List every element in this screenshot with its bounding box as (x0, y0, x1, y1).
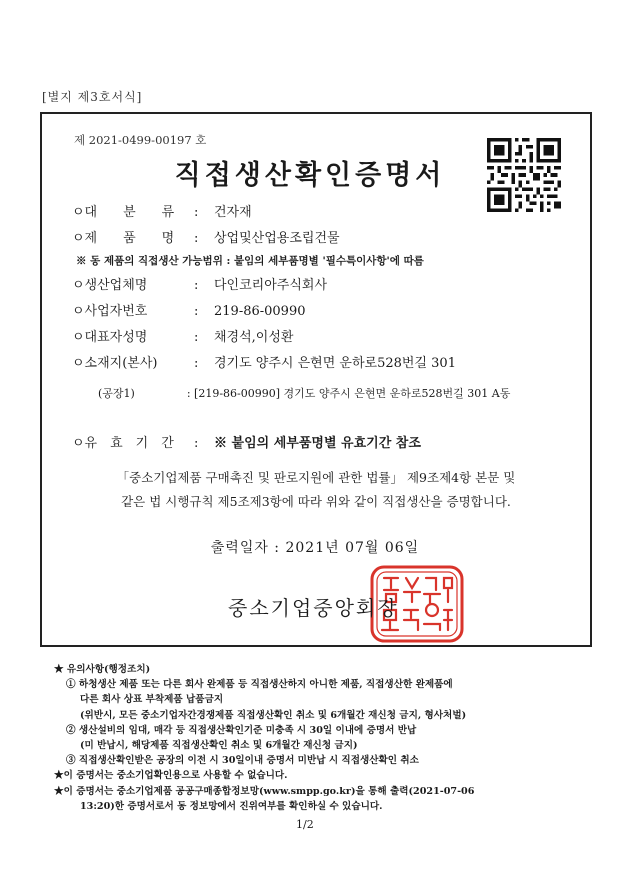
field-value: 채경석,이성환 (214, 330, 294, 345)
seal-text: 중소기업중앙회장인 (368, 564, 377, 565)
field-value: 상업및산업용조립건물 (214, 231, 340, 246)
issuing-agency: 중소기업중앙회장 (228, 596, 399, 620)
notes-heading: ★ 유의사항(행정조치) (54, 664, 151, 675)
field-value: 219-86-00990 (214, 304, 306, 319)
field-product-name: ㅇ제 품 명 : 상업및산업용조립건물 (72, 227, 340, 246)
field-representative: ㅇ대표자성명 : 채경석,이성환 (72, 326, 293, 345)
document-title: 직접생산확인증명서 (174, 160, 446, 191)
statement-line: 「중소기업제품 구매촉진 및 판로지원에 관한 법률」 제9조제4항 본문 및 (116, 470, 516, 485)
statement-line: 같은 법 시행규칙 제5조제3항에 따라 위와 같이 직접생산을 증명합니다. (121, 494, 511, 509)
factory-label: (공장1) (98, 387, 135, 400)
page-number: 1/2 (296, 818, 314, 831)
field-label: ㅇ생산업체명 (72, 278, 148, 293)
notes-item: ③ 직접생산확인받은 공장의 이전 시 30일이내 증명서 미반납 시 직접생산확인 취소 (66, 755, 419, 767)
field-label: ㅇ제 품 명 (72, 231, 175, 246)
field-label: ㅇ사업자번호 (72, 304, 148, 319)
notes-item: ① 하청생산 제품 또는 다른 회사 완제품 등 직접생산하지 아니한 제품, 직접생산한 완제품에 (66, 679, 453, 691)
field-value: 건자재 (214, 205, 252, 220)
field-address: ㅇ소재지(본사) : 경기도 양주시 은현면 운하로528번길 301 (72, 352, 456, 371)
field-label: ㅇ대 분 류 (72, 205, 175, 220)
notes-item: (미 반납시, 해당제품 직접생산확인 취소 및 6개월간 재신청 금지) (80, 740, 358, 752)
field-business-number: ㅇ사업자번호 : 219-86-00990 (72, 300, 306, 319)
field-category: ㅇ대 분 류 : 건자재 (72, 201, 252, 220)
factory-value: : [219-86-00990] 경기도 양주시 은현면 운하로528번길 301 A동 (186, 387, 511, 400)
qr-code-icon[interactable] (487, 138, 561, 212)
factory-row (98, 385, 510, 401)
notes-item: (위반시, 모든 중소기업자간경쟁제품 직접생산확인 취소 및 6개월간 재신청 금지, 형사처벌) (80, 709, 467, 721)
notes-item: ★이 증명서는 중소기업제품 공공구매종합정보망(www.smpp.go.kr)을 통해 출력(2021-07-06 (54, 785, 475, 797)
field-value: 다인코리아주식회사 (214, 278, 328, 293)
issue-date: 출력일자 : 2021년 07월 06일 (210, 540, 420, 556)
notes-item: ★이 증명서는 중소기업확인용으로 사용할 수 없습니다. (54, 770, 288, 782)
certification-statement (68, 466, 564, 514)
scope-note: ※ 동 제품의 직접생산 가능범위 : 붙임의 세부품명별 '필수특이사항'에 따름 (76, 255, 424, 267)
field-label: ㅇ소재지(본사) (72, 356, 158, 371)
validity-value: ※ 붙임의 세부품명별 유효기간 참조 (214, 436, 421, 451)
field-label: ㅇ대표자성명 (72, 330, 148, 345)
certificate-number: 제 2021-0499-00197 호 (74, 133, 207, 147)
notes-item: 13:20)한 증명서로서 동 정보망에서 진위여부를 확인하실 수 있습니다. (80, 800, 383, 812)
validity-label: ㅇ유 효 기 간 (72, 436, 174, 451)
notes-item: ② 생산설비의 임대, 매각 등 직접생산확인기준 미충족 시 30일 이내에 증명서 반납 (66, 724, 417, 736)
notes-item: 다른 회사 상표 부착제품 납품금지 (80, 694, 224, 706)
field-company-name: ㅇ생산업체명 : 다인코리아주식회사 (72, 274, 327, 293)
field-value: 경기도 양주시 은현면 운하로528번길 301 (214, 356, 456, 371)
form-label: [별지 제3호서식] (42, 90, 143, 104)
validity-row: ㅇ유 효 기 간 : ※ 붙임의 세부품명별 유효기간 참조 (72, 432, 421, 451)
notes-section (54, 662, 594, 814)
